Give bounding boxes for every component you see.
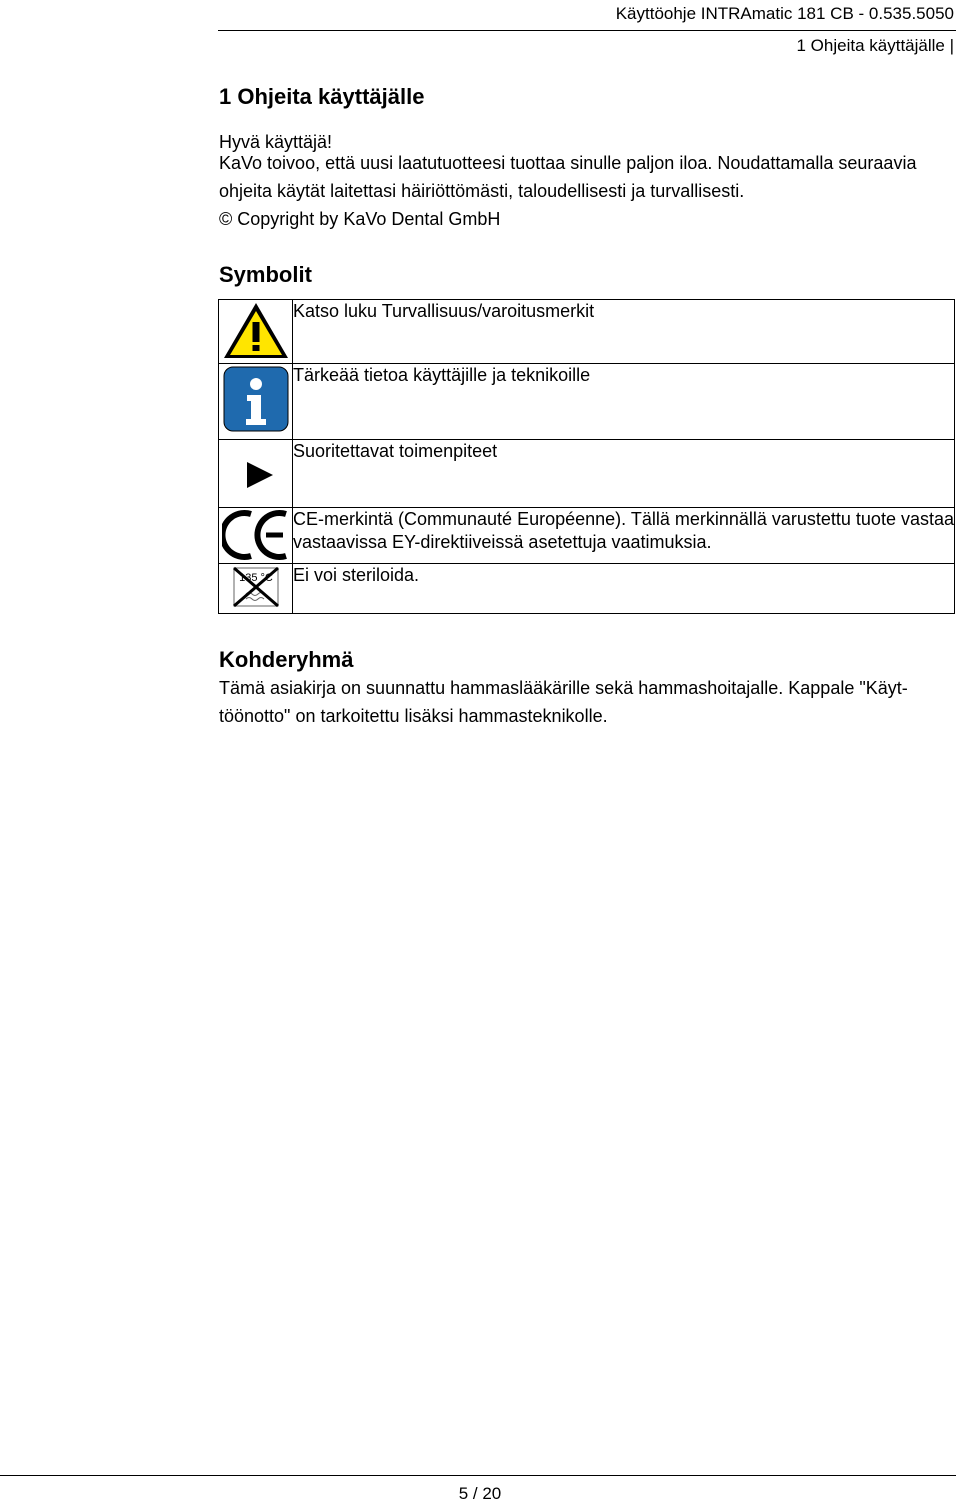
action-arrow-icon [219, 440, 292, 502]
symbol-icon-cell [219, 508, 293, 564]
header-divider [218, 30, 956, 31]
symbol-text: CE-merkintä (Communauté Européenne). Tällä merkinnällä varustettu tuote vastaa vastaavissa EY-direktiiveissä asetettuja vaatimuksia. [293, 508, 955, 564]
document-title: Käyttöohje INTRAmatic 181 CB - 0.535.5050 [615, 4, 954, 23]
copyright-text: © Copyright by KaVo Dental GmbH [219, 209, 501, 229]
warning-triangle-icon [219, 300, 292, 360]
symbol-row [219, 440, 955, 508]
symbol-icon-cell [219, 564, 293, 614]
sterilization-temperature-label: 135 °C [238, 572, 273, 584]
symbols-heading: Symbolit [219, 262, 312, 287]
chapter-title: 1 Ohjeita käyttäjälle [219, 84, 425, 109]
footer-divider [0, 1475, 956, 1476]
symbol-row [219, 364, 955, 440]
page-number: 5 / 20 [458, 1484, 502, 1503]
symbol-row [219, 300, 955, 364]
symbol-icon-cell [219, 440, 293, 508]
greeting-text: Hyvä käyttäjä! [219, 132, 333, 152]
symbol-icon-cell [219, 364, 293, 440]
target-group-paragraph: Tämä asiakirja on suunnattu hammaslääkärille sekä hammashoitajalle. Kappale "Käyttöönotto" on tarkoitettu lisäksi hammasteknikolle. [219, 678, 908, 726]
symbol-text: Tärkeää tietoa käyttäjille ja teknikoille [293, 364, 955, 440]
symbols-table [218, 299, 955, 614]
symbol-text: Ei voi steriloida. [293, 564, 955, 614]
symbol-row [219, 564, 955, 614]
symbol-text: Katso luku Turvallisuus/varoitusmerkit [293, 300, 955, 364]
ce-mark-icon [219, 508, 292, 562]
symbol-icon-cell [219, 300, 293, 364]
section-header: 1 Ohjeita käyttäjälle | [796, 36, 954, 55]
not-sterilizable-icon [219, 564, 292, 610]
symbol-row [219, 508, 955, 564]
target-group-heading: Kohderyhmä [219, 647, 354, 672]
symbol-text: Suoritettavat toimenpiteet [293, 440, 955, 508]
intro-paragraph: KaVo toivoo, että uusi laatutuotteesi tuottaa sinulle paljon iloa. Noudattamalla seuraavia ohjeita käytät laitettasi häiriöttömästi, taloudellisesti ja turvallisesti. [219, 153, 917, 201]
info-icon [219, 364, 292, 434]
